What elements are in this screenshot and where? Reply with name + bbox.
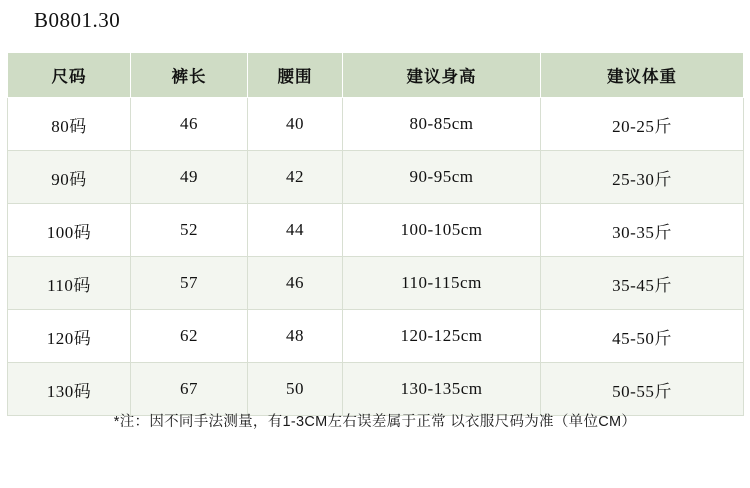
cell-waist: 50 <box>248 363 343 416</box>
cell-waist: 48 <box>248 310 343 363</box>
cell-suggested-weight: 35-45斤 <box>541 257 744 310</box>
cell-size: 90码 <box>8 151 131 204</box>
product-code: B0801.30 <box>34 8 121 32</box>
cell-size: 110码 <box>8 257 131 310</box>
measurement-note: *注：因不同手法测量，有1-3CM左右误差属于正常 以衣服尺码为准（单位CM） <box>113 414 637 430</box>
cell-suggested-weight: 45-50斤 <box>541 310 744 363</box>
cell-waist: 46 <box>248 257 343 310</box>
cell-suggested-weight: 20-25斤 <box>541 98 744 151</box>
cell-suggested-height: 80-85cm <box>343 98 541 151</box>
column-header-suggested-height: 建议身高 <box>343 53 541 98</box>
table-header-row <box>8 53 744 98</box>
cell-size: 100码 <box>8 204 131 257</box>
size-table-container <box>7 52 743 416</box>
cell-size: 130码 <box>8 363 131 416</box>
cell-pant-length: 67 <box>131 363 248 416</box>
cell-pant-length: 57 <box>131 257 248 310</box>
cell-suggested-height: 130-135cm <box>343 363 541 416</box>
column-header-waist: 腰围 <box>248 53 343 98</box>
cell-waist: 44 <box>248 204 343 257</box>
table-row <box>8 310 744 363</box>
table-body <box>8 98 744 416</box>
column-header-pant-length: 裤长 <box>131 53 248 98</box>
cell-suggested-weight: 50-55斤 <box>541 363 744 416</box>
cell-waist: 42 <box>248 151 343 204</box>
column-header-suggested-weight: 建议体重 <box>541 53 744 98</box>
cell-pant-length: 62 <box>131 310 248 363</box>
table-header <box>8 53 744 98</box>
cell-pant-length: 49 <box>131 151 248 204</box>
cell-suggested-height: 110-115cm <box>343 257 541 310</box>
table-row <box>8 151 744 204</box>
cell-suggested-height: 90-95cm <box>343 151 541 204</box>
cell-suggested-height: 120-125cm <box>343 310 541 363</box>
table-row <box>8 204 744 257</box>
cell-pant-length: 46 <box>131 98 248 151</box>
table-row <box>8 257 744 310</box>
table-row <box>8 363 744 416</box>
cell-suggested-weight: 30-35斤 <box>541 204 744 257</box>
column-header-size: 尺码 <box>8 53 131 98</box>
cell-size: 120码 <box>8 310 131 363</box>
cell-waist: 40 <box>248 98 343 151</box>
cell-size: 80码 <box>8 98 131 151</box>
size-table <box>7 52 744 416</box>
cell-pant-length: 52 <box>131 204 248 257</box>
table-row <box>8 98 744 151</box>
cell-suggested-weight: 25-30斤 <box>541 151 744 204</box>
cell-suggested-height: 100-105cm <box>343 204 541 257</box>
